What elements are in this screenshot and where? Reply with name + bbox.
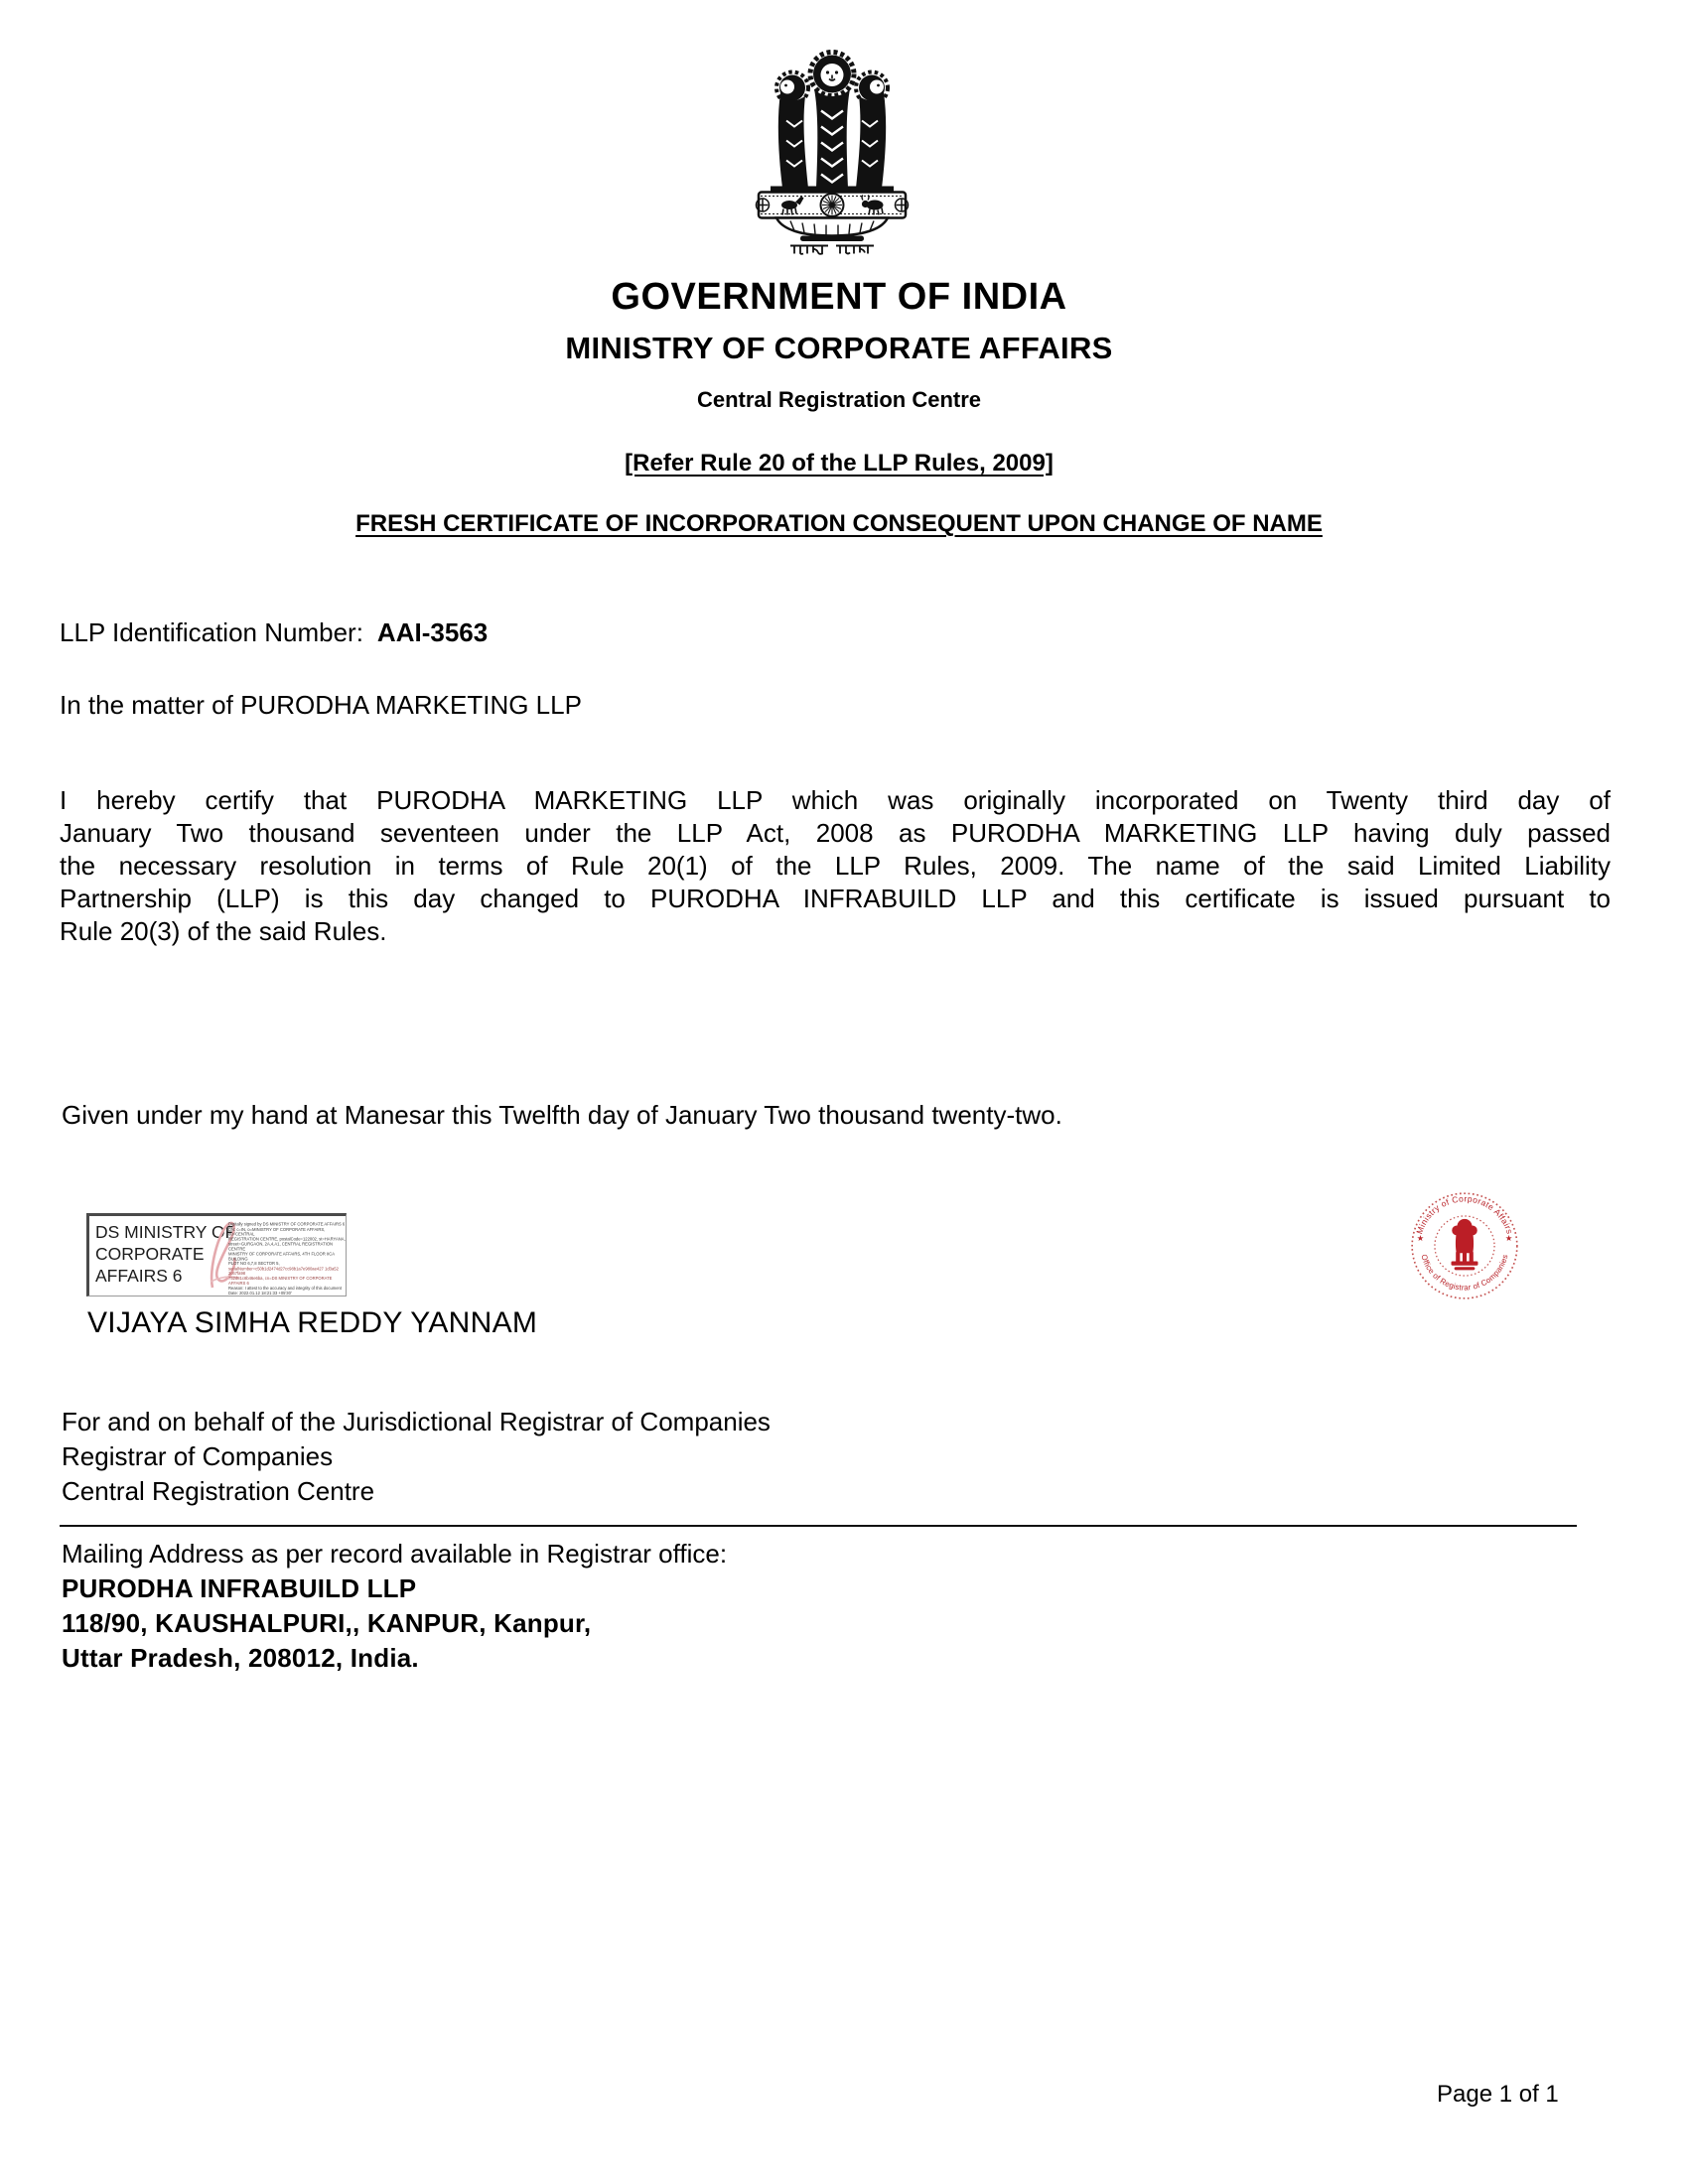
signoff-line: Central Registration Centre (62, 1476, 375, 1506)
registrar-seal-icon (1408, 1189, 1521, 1302)
ds-detail-line: 752d81c8b46e6ba, cn=DS MINISTRY OF CORPORATE AFFAIRS 6 (228, 1276, 333, 1286)
llp-id-value: AAI-3563 (376, 617, 489, 647)
ds-detail-line: serialNumber=c50b1d2474d27cc98b1a7e980ae427 1d3a52 2c67fa98 (228, 1266, 339, 1277)
ds-detail-line: REGISTRATION CENTRE, postalCode=122002, st=HARYANA, (228, 1236, 346, 1242)
ds-stamp-title: DS MINISTRY OF CORPORATE AFFAIRS 6 (95, 1222, 236, 1286)
mailing-address-line: 118/90, KAUSHALPURI,, KANPUR, Kanpur, (62, 1608, 592, 1638)
ds-detail-line: Date: 2022.01.12 18:21:33 +05'30' (228, 1291, 292, 1296)
llp-id-line (60, 617, 488, 648)
divider-line (60, 1525, 1577, 1527)
signoff-block (62, 1405, 771, 1509)
ds-detail-line: Digitally signed by DS MINISTRY OF CORPORATE AFFAIRS 6 (228, 1222, 346, 1227)
india-emblem-icon (743, 40, 921, 256)
mailing-address-block (62, 1537, 727, 1676)
signoff-line: Registrar of Companies (62, 1441, 334, 1471)
ds-certificate-details (228, 1222, 349, 1296)
ds-detail-line: Reason: I attest to the accuracy and integrity of this document (228, 1286, 343, 1291)
ds-detail-line: street=GURGAON, 2A,4,A1, CENTRAL REGISTRATION CENTRE (228, 1241, 334, 1252)
body-line: Rule 20(3) of the said Rules. (60, 916, 387, 946)
certificate-title: FRESH CERTIFICATE OF INCORPORATION CONSEQUENT UPON CHANGE OF NAME (355, 510, 1323, 537)
body-line: January Two thousand seventeen under the LLP Act, 2008 as PURODHA MARKETING LLP having duly passed (60, 818, 1611, 848)
registrar-seal (1408, 1189, 1521, 1302)
seal-star-left: ★ (1416, 1232, 1425, 1243)
ds-detail-line: MINISTRY OF CORPORATE AFFAIRS, 4TH FLOOR IICA BUILDING (228, 1251, 335, 1262)
matter-line: In the matter of PURODHA MARKETING LLP (60, 690, 582, 720)
signoff-line: For and on behalf of the Jurisdictional Registrar of Companies (62, 1407, 771, 1436)
body-line: I hereby certify that PURODHA MARKETING LLP which was originally incorporated on Twenty third day of (60, 785, 1611, 815)
seal-star-right: ★ (1504, 1232, 1513, 1243)
llp-id-label: LLP Identification Number: (60, 617, 363, 647)
centre-subtitle: Central Registration Centre (696, 387, 982, 412)
given-under-hand-line: Given under my hand at Manesar this Twelfth day of January Two thousand twenty-two. (62, 1100, 1062, 1130)
motto-text (790, 246, 874, 254)
body-line: the necessary resolution in terms of Rule 20(1) of the LLP Rules, 2009. The name of the said Limited Liability (60, 851, 1611, 881)
mailing-address-label: Mailing Address as per record available in Registrar office: (62, 1539, 728, 1569)
mailing-address-line: PURODHA INFRABUILD LLP (62, 1573, 417, 1603)
seal-arc-top-text: Ministry of Corporate Affairs (1414, 1193, 1515, 1236)
seal-emblem-icon (1452, 1219, 1478, 1271)
ministry-title: MINISTRY OF CORPORATE AFFAIRS (565, 331, 1113, 365)
page-number: Page 1 of 1 (1437, 2081, 1559, 2108)
mailing-address-line: Uttar Pradesh, 208012, India. (62, 1643, 419, 1673)
government-title: GOVERNMENT OF INDIA (611, 276, 1067, 318)
ds-detail-line: DN: c=IN, o=MINISTRY OF CORPORATE AFFAIRS, ou=CENTRAL (228, 1226, 326, 1237)
seal-arc-bottom-text: Office of Registrar of Companies (1419, 1253, 1510, 1293)
body-line: Partnership (LLP) is this day changed to PURODHA INFRABUILD LLP and this certificate is issued pursuant to (60, 884, 1611, 913)
rule-reference: [Refer Rule 20 of the LLP Rules, 2009] (625, 450, 1054, 477)
certificate-body (60, 784, 1611, 948)
digital-signature-box (86, 1213, 347, 1297)
ds-detail-line: PLOT NO 6,7,8 SECTOR 5, (228, 1261, 280, 1267)
signer-name: VIJAYA SIMHA REDDY YANNAM (87, 1306, 538, 1339)
lion-capital-icon (743, 40, 921, 256)
